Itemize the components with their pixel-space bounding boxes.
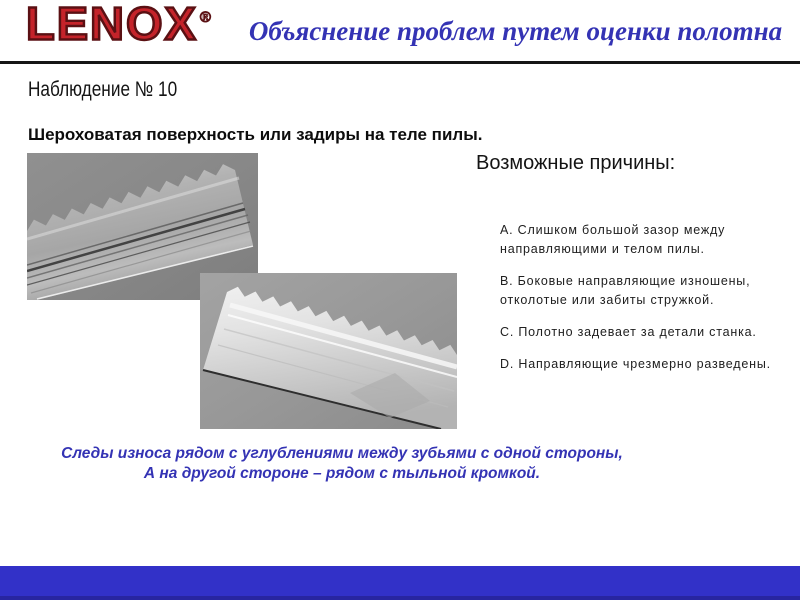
footer-bar [0, 566, 800, 600]
cause-item-d: D. Направляющие чрезмерно разведены. [500, 357, 771, 371]
cause-item-c: C. Полотно задевает за детали станка. [500, 325, 757, 339]
lenox-logo-text: LENOX [26, 0, 198, 50]
registered-trademark-icon: ® [199, 9, 211, 26]
problem-subtitle: Шероховатая поверхность или задиры на теле пилы. [28, 125, 483, 144]
wear-note-line2: А на другой стороне – рядом с тыльной кромкой. [143, 465, 541, 482]
slide-title: Объяснение проблем путем оценки полотна [248, 16, 783, 46]
wear-note-line1: Следы износа рядом с углублениями между зубьями с одной стороны, [61, 445, 623, 462]
causes-list [500, 221, 780, 387]
wear-note [0, 444, 684, 484]
header-divider [0, 61, 800, 64]
causes-heading: Возможные причины: [476, 152, 676, 174]
cause-item-b: B. Боковые направляющие изношены, отколотые или забиты стружкой. [500, 274, 751, 307]
lenox-logo [26, 0, 211, 50]
saw-blade-photo-2 [200, 273, 457, 429]
observation-number: Наблюдение № 10 [28, 78, 178, 101]
cause-item-a: A. Слишком большой зазор между направляющими и телом пилы. [500, 223, 726, 256]
